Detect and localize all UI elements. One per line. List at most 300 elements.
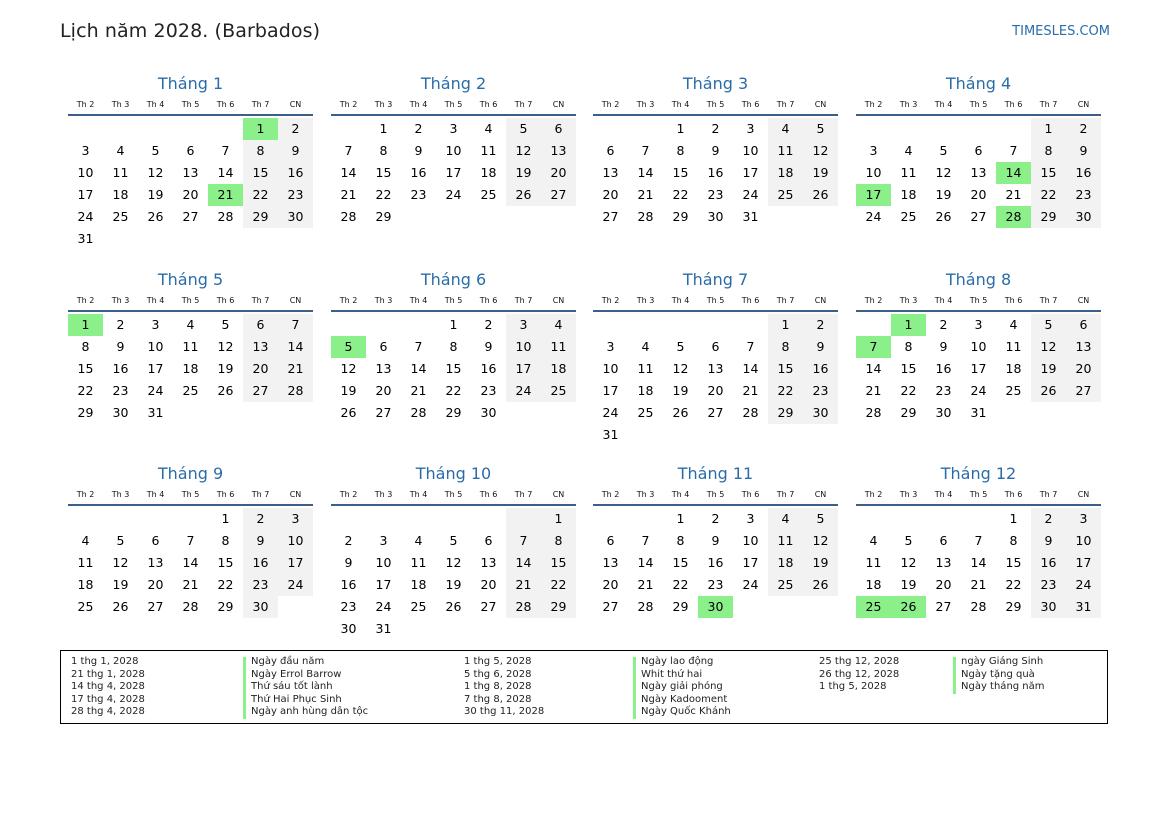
day-cell: 6 <box>379 339 388 354</box>
day-cell: 29 <box>768 402 803 424</box>
day-cell: 2 <box>803 314 838 336</box>
day-cell: 8 <box>449 339 458 354</box>
legend-date: 21 thg 1, 2028 <box>71 668 145 680</box>
day-cell: 11 <box>541 336 576 358</box>
day-cell: 25 <box>480 187 497 202</box>
holiday-day-cell: 30 <box>698 596 733 618</box>
day-cell: 12 <box>900 555 917 570</box>
week-row <box>331 206 576 228</box>
week-row <box>856 530 1101 552</box>
month-title: Tháng 7 <box>682 270 749 289</box>
day-cell: 14 <box>217 165 234 180</box>
day-cell: 11 <box>768 530 803 552</box>
day-cell: 7 <box>344 143 353 158</box>
empty-day-cell <box>366 508 401 530</box>
day-cell: 29 <box>77 405 94 420</box>
empty-day-cell <box>663 314 698 336</box>
day-cell: 25 <box>410 599 427 614</box>
day-cell: 13 <box>182 165 199 180</box>
empty-day-cell <box>506 508 541 530</box>
month-title: Tháng 11 <box>677 464 754 483</box>
day-cell: 24 <box>970 383 987 398</box>
weekday-header <box>331 292 576 312</box>
day-cell: 31 <box>602 427 619 442</box>
holiday-day-cell: 17 <box>856 184 891 206</box>
month-5 <box>68 269 313 424</box>
day-cell: 26 <box>506 184 541 206</box>
day-cell: 22 <box>1005 577 1022 592</box>
day-cell: 11 <box>182 339 199 354</box>
empty-day-cell <box>208 228 243 250</box>
week-row <box>593 358 838 380</box>
day-cell: 28 <box>970 599 987 614</box>
day-cell: 30 <box>112 405 129 420</box>
day-cell: 13 <box>970 165 987 180</box>
day-cell: 3 <box>151 317 160 332</box>
weekday-label: Th 6 <box>479 296 498 305</box>
weekday-label: Th 4 <box>409 296 428 305</box>
holiday-day-cell: 14 <box>996 162 1031 184</box>
week-row <box>593 206 838 228</box>
month-11 <box>593 463 838 618</box>
day-cell: 5 <box>803 118 838 140</box>
legend-date: 1 thg 1, 2028 <box>71 656 139 667</box>
day-cell: 2 <box>711 121 720 136</box>
week-row <box>856 552 1101 574</box>
day-cell: 4 <box>81 533 90 548</box>
day-cell: 1 <box>768 314 803 336</box>
weekday-header <box>68 96 313 116</box>
day-cell: 1 <box>541 508 576 530</box>
empty-day-cell <box>331 508 366 530</box>
day-cell: 9 <box>939 339 948 354</box>
day-cell: 10 <box>506 336 541 358</box>
week-row <box>856 380 1101 402</box>
legend-holiday-name: Ngày lao động <box>641 656 714 667</box>
weekday-label: Th 7 <box>1039 296 1058 305</box>
day-cell: 21 <box>278 358 313 380</box>
day-cell: 15 <box>672 165 689 180</box>
day-cell: 16 <box>707 165 724 180</box>
month-days <box>331 506 576 640</box>
day-cell: 22 <box>375 187 392 202</box>
day-cell: 3 <box>869 143 878 158</box>
day-cell: 9 <box>278 140 313 162</box>
day-cell: 7 <box>641 143 650 158</box>
weekday-label: Th 4 <box>146 100 165 109</box>
empty-day-cell <box>856 118 891 140</box>
weekday-header <box>68 486 313 506</box>
day-cell: 27 <box>707 405 724 420</box>
weekday-label: Th 2 <box>339 100 358 109</box>
day-cell: 15 <box>541 552 576 574</box>
day-cell: 12 <box>1031 336 1066 358</box>
month-days <box>856 312 1101 424</box>
weekday-label: Th 6 <box>216 296 235 305</box>
day-cell: 6 <box>606 533 615 548</box>
day-cell: 15 <box>445 361 462 376</box>
day-cell: 31 <box>147 405 164 420</box>
empty-day-cell <box>68 508 103 530</box>
weekday-label: Th 4 <box>146 490 165 499</box>
day-cell: 9 <box>414 143 423 158</box>
weekday-label: Th 5 <box>181 100 200 109</box>
day-cell: 1 <box>676 511 685 526</box>
day-cell: 8 <box>768 336 803 358</box>
week-row <box>593 424 838 446</box>
weekday-label: Th 7 <box>251 296 270 305</box>
day-cell: 15 <box>375 165 392 180</box>
empty-day-cell <box>401 206 436 228</box>
legend-date: 5 thg 6, 2028 <box>464 668 532 680</box>
month-days <box>68 506 313 618</box>
legend-marker <box>953 657 956 694</box>
day-cell: 25 <box>541 380 576 402</box>
day-cell: 16 <box>243 552 278 574</box>
weekday-label: CN <box>814 296 827 305</box>
weekday-label: Th 5 <box>969 490 988 499</box>
month-4 <box>856 73 1101 228</box>
empty-day-cell <box>471 508 506 530</box>
month-10 <box>331 463 576 640</box>
day-cell: 2 <box>414 121 423 136</box>
weekday-header <box>593 292 838 312</box>
day-cell: 16 <box>935 361 952 376</box>
week-row <box>331 596 576 618</box>
day-cell: 18 <box>480 165 497 180</box>
day-cell: 29 <box>243 206 278 228</box>
day-cell: 6 <box>541 118 576 140</box>
day-cell: 3 <box>506 314 541 336</box>
day-cell: 30 <box>1031 596 1066 618</box>
day-cell: 29 <box>1005 599 1022 614</box>
empty-day-cell <box>68 118 103 140</box>
day-cell: 13 <box>147 555 164 570</box>
day-cell: 8 <box>676 143 685 158</box>
day-cell: 18 <box>900 187 917 202</box>
day-cell: 2 <box>116 317 125 332</box>
holiday-day-cell: 5 <box>331 336 366 358</box>
empty-day-cell <box>856 314 891 336</box>
week-row <box>331 618 576 640</box>
day-cell: 9 <box>803 336 838 358</box>
weekday-label: Th 3 <box>636 296 655 305</box>
empty-day-cell <box>961 118 996 140</box>
day-cell: 22 <box>445 383 462 398</box>
empty-day-cell <box>103 508 138 530</box>
month-days <box>593 506 838 618</box>
day-cell: 28 <box>637 209 654 224</box>
weekday-label: Th 3 <box>374 296 393 305</box>
week-row <box>593 380 838 402</box>
day-cell: 24 <box>1066 574 1101 596</box>
empty-day-cell <box>138 508 173 530</box>
day-cell: 3 <box>278 508 313 530</box>
day-cell: 16 <box>707 555 724 570</box>
empty-day-cell <box>803 596 838 618</box>
weekday-label: Th 5 <box>181 296 200 305</box>
day-cell: 15 <box>243 162 278 184</box>
day-cell: 23 <box>707 187 724 202</box>
weekday-header <box>593 486 838 506</box>
day-cell: 23 <box>1066 184 1101 206</box>
empty-day-cell <box>541 402 576 424</box>
day-cell: 6 <box>484 533 493 548</box>
weekday-label: Th 6 <box>1004 490 1023 499</box>
day-cell: 17 <box>970 361 987 376</box>
holiday-day-cell: 25 <box>856 596 891 618</box>
day-cell: 27 <box>243 380 278 402</box>
day-cell: 31 <box>970 405 987 420</box>
weekday-label: Th 4 <box>934 490 953 499</box>
weekday-label: Th 3 <box>111 296 130 305</box>
weekday-label: Th 3 <box>899 490 918 499</box>
empty-day-cell <box>1031 402 1066 424</box>
day-cell: 27 <box>182 209 199 224</box>
day-cell: 22 <box>77 383 94 398</box>
empty-day-cell <box>926 508 961 530</box>
empty-day-cell <box>663 424 698 446</box>
weekday-label: Th 4 <box>671 490 690 499</box>
empty-day-cell <box>436 618 471 640</box>
day-cell: 14 <box>278 336 313 358</box>
day-cell: 9 <box>711 533 720 548</box>
day-cell: 17 <box>375 577 392 592</box>
day-cell: 9 <box>711 143 720 158</box>
month-title: Tháng 3 <box>682 74 749 93</box>
day-cell: 3 <box>606 339 615 354</box>
day-cell: 18 <box>865 577 882 592</box>
day-cell: 5 <box>116 533 125 548</box>
weekday-label: Th 5 <box>706 490 725 499</box>
week-row <box>68 596 313 618</box>
day-cell: 23 <box>1031 574 1066 596</box>
day-cell: 20 <box>182 187 199 202</box>
day-cell: 26 <box>112 599 129 614</box>
empty-day-cell <box>436 206 471 228</box>
day-cell: 7 <box>221 143 230 158</box>
day-cell: 9 <box>1066 140 1101 162</box>
day-cell: 25 <box>900 209 917 224</box>
day-cell: 10 <box>77 165 94 180</box>
day-cell: 24 <box>742 577 759 592</box>
day-cell: 2 <box>243 508 278 530</box>
day-cell: 17 <box>1066 552 1101 574</box>
day-cell: 18 <box>768 552 803 574</box>
week-row <box>68 530 313 552</box>
week-row <box>331 358 576 380</box>
day-cell: 25 <box>77 599 94 614</box>
day-cell: 10 <box>375 555 392 570</box>
week-row <box>593 552 838 574</box>
legend-holiday-name: Ngày giải phóng <box>641 681 723 693</box>
day-cell: 18 <box>1005 361 1022 376</box>
day-cell: 22 <box>672 187 689 202</box>
day-cell: 3 <box>746 121 755 136</box>
weekday-label: Th 4 <box>146 296 165 305</box>
day-cell: 8 <box>1031 140 1066 162</box>
day-cell: 20 <box>1066 358 1101 380</box>
month-days <box>68 312 313 424</box>
legend-dates-col-1 <box>71 656 145 719</box>
weekday-label: Th 7 <box>776 296 795 305</box>
day-cell: 24 <box>375 599 392 614</box>
month-title: Tháng 1 <box>157 74 224 93</box>
weekday-label: Th 2 <box>601 100 620 109</box>
month-title: Tháng 4 <box>945 74 1012 93</box>
legend-holiday-name: Ngày tặng quà <box>961 668 1035 680</box>
day-cell: 18 <box>77 577 94 592</box>
day-cell: 14 <box>340 165 357 180</box>
weekday-label: Th 2 <box>864 296 883 305</box>
day-cell: 3 <box>81 143 90 158</box>
day-cell: 2 <box>484 317 493 332</box>
week-row <box>331 118 576 140</box>
day-cell: 15 <box>217 555 234 570</box>
day-cell: 2 <box>344 533 353 548</box>
day-cell: 19 <box>445 577 462 592</box>
day-cell: 23 <box>112 383 129 398</box>
day-cell: 4 <box>484 121 493 136</box>
day-cell: 30 <box>935 405 952 420</box>
day-cell: 27 <box>480 599 497 614</box>
weekday-label: Th 3 <box>899 100 918 109</box>
day-cell: 14 <box>742 361 759 376</box>
empty-day-cell <box>996 402 1031 424</box>
day-cell: 14 <box>865 361 882 376</box>
week-row <box>856 402 1101 424</box>
weekday-label: Th 4 <box>409 490 428 499</box>
legend-dates-col-3 <box>819 656 899 694</box>
legend-holiday-name: Thứ sáu tốt lành <box>251 681 333 693</box>
day-cell: 8 <box>243 140 278 162</box>
month-6 <box>331 269 576 424</box>
day-cell: 17 <box>278 552 313 574</box>
empty-day-cell <box>173 118 208 140</box>
holiday-day-cell: 26 <box>891 596 926 618</box>
legend-dates-col-2 <box>464 656 544 719</box>
weekday-label: Th 6 <box>741 100 760 109</box>
weekday-label: Th 2 <box>76 100 95 109</box>
day-cell: 30 <box>340 621 357 636</box>
day-cell: 19 <box>803 552 838 574</box>
day-cell: 29 <box>900 405 917 420</box>
day-cell: 20 <box>243 358 278 380</box>
week-row <box>856 508 1101 530</box>
month-days <box>331 312 576 424</box>
empty-day-cell <box>733 596 768 618</box>
day-cell: 11 <box>410 555 427 570</box>
day-cell: 26 <box>672 405 689 420</box>
day-cell: 24 <box>278 574 313 596</box>
week-row <box>331 574 576 596</box>
day-cell: 28 <box>182 599 199 614</box>
day-cell: 10 <box>970 339 987 354</box>
weekday-label: Th 6 <box>479 100 498 109</box>
weekday-label: Th 7 <box>251 100 270 109</box>
legend-marker <box>633 657 636 719</box>
day-cell: 11 <box>1005 339 1022 354</box>
day-cell: 23 <box>935 383 952 398</box>
empty-day-cell <box>278 596 313 618</box>
month-days <box>856 506 1101 618</box>
weekday-label: Th 2 <box>864 490 883 499</box>
day-cell: 13 <box>935 555 952 570</box>
day-cell: 20 <box>375 383 392 398</box>
day-cell: 25 <box>637 405 654 420</box>
day-cell: 17 <box>77 187 94 202</box>
legend-date: 30 thg 11, 2028 <box>464 706 545 718</box>
empty-day-cell <box>506 206 541 228</box>
day-cell: 19 <box>506 162 541 184</box>
weekday-label: Th 6 <box>216 490 235 499</box>
day-cell: 22 <box>768 380 803 402</box>
day-cell: 10 <box>278 530 313 552</box>
legend-date: 14 thg 4, 2028 <box>71 681 145 693</box>
legend-date: 1 thg 8, 2028 <box>464 681 532 693</box>
weekday-label: Th 2 <box>601 490 620 499</box>
empty-day-cell <box>401 508 436 530</box>
week-row <box>856 118 1101 140</box>
weekday-label: Th 6 <box>1004 100 1023 109</box>
day-cell: 12 <box>445 555 462 570</box>
day-cell: 3 <box>449 121 458 136</box>
holiday-legend <box>60 650 1108 724</box>
day-cell: 30 <box>480 405 497 420</box>
week-row <box>593 530 838 552</box>
weekday-label: Th 3 <box>636 100 655 109</box>
day-cell: 16 <box>1066 162 1101 184</box>
day-cell: 19 <box>340 383 357 398</box>
empty-day-cell <box>278 228 313 250</box>
week-row <box>593 508 838 530</box>
day-cell: 10 <box>147 339 164 354</box>
day-cell: 28 <box>217 209 234 224</box>
day-cell: 23 <box>340 599 357 614</box>
empty-day-cell <box>173 508 208 530</box>
month-title: Tháng 5 <box>157 270 224 289</box>
day-cell: 29 <box>672 209 689 224</box>
weekday-label: Th 7 <box>776 100 795 109</box>
empty-day-cell <box>103 118 138 140</box>
day-cell: 10 <box>742 533 759 548</box>
week-row <box>593 162 838 184</box>
day-cell: 4 <box>641 339 650 354</box>
day-cell: 13 <box>375 361 392 376</box>
week-row <box>856 184 1101 206</box>
weekday-label: Th 6 <box>479 490 498 499</box>
weekday-label: Th 7 <box>514 100 533 109</box>
day-cell: 13 <box>243 336 278 358</box>
day-cell: 26 <box>803 574 838 596</box>
day-cell: 13 <box>1066 336 1101 358</box>
day-cell: 22 <box>541 574 576 596</box>
legend-date: 26 thg 12, 2028 <box>819 668 900 680</box>
weekday-label: Th 2 <box>601 296 620 305</box>
day-cell: 2 <box>1066 118 1101 140</box>
day-cell: 21 <box>410 383 427 398</box>
day-cell: 25 <box>768 184 803 206</box>
day-cell: 15 <box>1031 162 1066 184</box>
day-cell: 1 <box>1009 511 1018 526</box>
legend-holiday-name: Ngày đầu năm <box>251 656 325 667</box>
empty-day-cell <box>733 314 768 336</box>
day-cell: 14 <box>970 555 987 570</box>
day-cell: 18 <box>182 361 199 376</box>
weekday-label: Th 7 <box>1039 490 1058 499</box>
day-cell: 6 <box>711 339 720 354</box>
site-link[interactable]: TIMESLES.COM <box>1012 24 1110 39</box>
